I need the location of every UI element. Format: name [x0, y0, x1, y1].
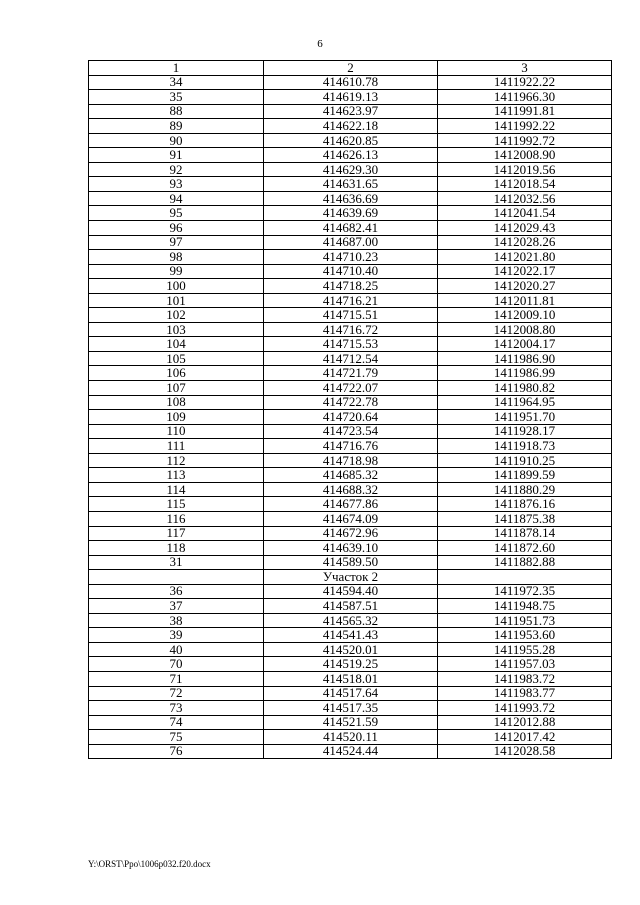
x-coordinate-cell: 414626.13 [264, 148, 438, 163]
x-coordinate-cell: Участок 2 [264, 570, 438, 585]
table-row [89, 119, 612, 134]
table-row [89, 599, 612, 614]
table-row [89, 410, 612, 425]
table-row [89, 642, 612, 657]
table-row [89, 221, 612, 236]
y-coordinate-cell: 1412017.42 [438, 730, 612, 745]
point-number-cell: 70 [89, 657, 264, 672]
y-coordinate-cell: 1412022.17 [438, 264, 612, 279]
table-row [89, 613, 612, 628]
point-number-cell: 100 [89, 279, 264, 294]
y-coordinate-cell: 1411922.22 [438, 75, 612, 90]
y-coordinate-cell: 1411880.29 [438, 482, 612, 497]
point-number-cell: 102 [89, 308, 264, 323]
point-number-cell: 94 [89, 191, 264, 206]
table-row [89, 133, 612, 148]
point-number-cell: 96 [89, 221, 264, 236]
x-coordinate-cell: 414677.86 [264, 497, 438, 512]
x-coordinate-cell: 414524.44 [264, 744, 438, 759]
table-row [89, 191, 612, 206]
table-row [89, 744, 612, 759]
x-coordinate-cell: 414517.64 [264, 686, 438, 701]
point-number-cell: 71 [89, 671, 264, 686]
x-coordinate-cell: 414716.76 [264, 439, 438, 454]
point-number-cell: 108 [89, 395, 264, 410]
x-coordinate-cell: 414619.13 [264, 90, 438, 105]
table-row [89, 337, 612, 352]
x-coordinate-cell: 414718.98 [264, 453, 438, 468]
table-row [89, 90, 612, 105]
y-coordinate-cell: 1411993.72 [438, 701, 612, 716]
x-coordinate-cell: 414687.00 [264, 235, 438, 250]
y-coordinate-cell: 1411951.73 [438, 613, 612, 628]
x-coordinate-cell: 414722.07 [264, 381, 438, 396]
table-row [89, 628, 612, 643]
table-row [89, 453, 612, 468]
x-coordinate-cell: 414623.97 [264, 104, 438, 119]
point-number-cell: 103 [89, 322, 264, 337]
x-coordinate-cell: 414710.23 [264, 250, 438, 265]
y-coordinate-cell: 1412041.54 [438, 206, 612, 221]
point-number-cell: 74 [89, 715, 264, 730]
y-coordinate-cell: 1411953.60 [438, 628, 612, 643]
y-coordinate-cell: 1412028.26 [438, 235, 612, 250]
table-row [89, 482, 612, 497]
y-coordinate-cell: 1411899.59 [438, 468, 612, 483]
x-coordinate-cell: 414639.69 [264, 206, 438, 221]
table-row [89, 686, 612, 701]
y-coordinate-cell [438, 570, 612, 585]
point-number-cell: 99 [89, 264, 264, 279]
table-row [89, 671, 612, 686]
point-number-cell: 37 [89, 599, 264, 614]
y-coordinate-cell: 1411876.16 [438, 497, 612, 512]
table-row [89, 468, 612, 483]
y-coordinate-cell: 1411964.95 [438, 395, 612, 410]
point-number-cell: 109 [89, 410, 264, 425]
table-row [89, 511, 612, 526]
point-number-cell: 98 [89, 250, 264, 265]
y-coordinate-cell: 1411948.75 [438, 599, 612, 614]
x-coordinate-cell: 414688.32 [264, 482, 438, 497]
x-coordinate-cell: 414721.79 [264, 366, 438, 381]
x-coordinate-cell: 414565.32 [264, 613, 438, 628]
y-coordinate-cell: 1412021.80 [438, 250, 612, 265]
y-coordinate-cell: 1412019.56 [438, 162, 612, 177]
y-coordinate-cell: 1411955.28 [438, 642, 612, 657]
x-coordinate-cell: 414520.01 [264, 642, 438, 657]
x-coordinate-cell: 414622.18 [264, 119, 438, 134]
point-number-cell: 39 [89, 628, 264, 643]
table-row [89, 162, 612, 177]
table-row [89, 570, 612, 585]
x-coordinate-cell: 414629.30 [264, 162, 438, 177]
table-row [89, 293, 612, 308]
table-row [89, 541, 612, 556]
point-number-cell: 72 [89, 686, 264, 701]
column-header-2: 2 [264, 61, 438, 76]
y-coordinate-cell: 1411872.60 [438, 541, 612, 556]
point-number-cell: 107 [89, 381, 264, 396]
x-coordinate-cell: 414712.54 [264, 351, 438, 366]
point-number-cell: 111 [89, 439, 264, 454]
y-coordinate-cell: 1412008.90 [438, 148, 612, 163]
x-coordinate-cell: 414520.11 [264, 730, 438, 745]
y-coordinate-cell: 1411992.72 [438, 133, 612, 148]
table-row [89, 104, 612, 119]
x-coordinate-cell: 414720.64 [264, 410, 438, 425]
x-coordinate-cell: 414715.51 [264, 308, 438, 323]
y-coordinate-cell: 1411910.25 [438, 453, 612, 468]
table-row [89, 148, 612, 163]
point-number-cell: 106 [89, 366, 264, 381]
x-coordinate-cell: 414610.78 [264, 75, 438, 90]
point-number-cell: 40 [89, 642, 264, 657]
table-row [89, 395, 612, 410]
point-number-cell: 117 [89, 526, 264, 541]
table-row [89, 322, 612, 337]
y-coordinate-cell: 1412009.10 [438, 308, 612, 323]
table-row [89, 366, 612, 381]
coordinates-table [88, 60, 612, 759]
x-coordinate-cell: 414639.10 [264, 541, 438, 556]
y-coordinate-cell: 1412018.54 [438, 177, 612, 192]
x-coordinate-cell: 414723.54 [264, 424, 438, 439]
y-coordinate-cell: 1412004.17 [438, 337, 612, 352]
table-row [89, 206, 612, 221]
y-coordinate-cell: 1411882.88 [438, 555, 612, 570]
table-row [89, 235, 612, 250]
point-number-cell: 104 [89, 337, 264, 352]
y-coordinate-cell: 1411986.99 [438, 366, 612, 381]
y-coordinate-cell: 1411918.73 [438, 439, 612, 454]
y-coordinate-cell: 1412008.80 [438, 322, 612, 337]
table-row [89, 657, 612, 672]
y-coordinate-cell: 1412011.81 [438, 293, 612, 308]
y-coordinate-cell: 1412029.43 [438, 221, 612, 236]
y-coordinate-cell: 1411980.82 [438, 381, 612, 396]
x-coordinate-cell: 414517.35 [264, 701, 438, 716]
table-row [89, 497, 612, 512]
x-coordinate-cell: 414521.59 [264, 715, 438, 730]
table-row [89, 701, 612, 716]
y-coordinate-cell: 1411878.14 [438, 526, 612, 541]
point-number-cell: 93 [89, 177, 264, 192]
point-number-cell: 92 [89, 162, 264, 177]
table-row [89, 279, 612, 294]
point-number-cell: 101 [89, 293, 264, 308]
x-coordinate-cell: 414718.25 [264, 279, 438, 294]
point-number-cell: 76 [89, 744, 264, 759]
point-number-cell: 35 [89, 90, 264, 105]
y-coordinate-cell: 1411928.17 [438, 424, 612, 439]
point-number-cell: 112 [89, 453, 264, 468]
y-coordinate-cell: 1411992.22 [438, 119, 612, 134]
x-coordinate-cell: 414715.53 [264, 337, 438, 352]
x-coordinate-cell: 414716.72 [264, 322, 438, 337]
table-body [89, 75, 612, 759]
x-coordinate-cell: 414674.09 [264, 511, 438, 526]
y-coordinate-cell: 1411957.03 [438, 657, 612, 672]
table-row [89, 308, 612, 323]
table-row [89, 526, 612, 541]
x-coordinate-cell: 414636.69 [264, 191, 438, 206]
table-row [89, 730, 612, 745]
point-number-cell: 114 [89, 482, 264, 497]
point-number-cell: 95 [89, 206, 264, 221]
y-coordinate-cell: 1411983.72 [438, 671, 612, 686]
table-row [89, 439, 612, 454]
x-coordinate-cell: 414722.78 [264, 395, 438, 410]
x-coordinate-cell: 414682.41 [264, 221, 438, 236]
x-coordinate-cell: 414518.01 [264, 671, 438, 686]
x-coordinate-cell: 414594.40 [264, 584, 438, 599]
point-number-cell: 116 [89, 511, 264, 526]
table-row [89, 351, 612, 366]
point-number-cell: 89 [89, 119, 264, 134]
point-number-cell: 34 [89, 75, 264, 90]
y-coordinate-cell: 1412020.27 [438, 279, 612, 294]
table-row [89, 250, 612, 265]
y-coordinate-cell: 1411951.70 [438, 410, 612, 425]
x-coordinate-cell: 414685.32 [264, 468, 438, 483]
point-number-cell: 75 [89, 730, 264, 745]
y-coordinate-cell: 1411972.35 [438, 584, 612, 599]
x-coordinate-cell: 414672.96 [264, 526, 438, 541]
y-coordinate-cell: 1411875.38 [438, 511, 612, 526]
x-coordinate-cell: 414631.65 [264, 177, 438, 192]
column-header-3: 3 [438, 61, 612, 76]
x-coordinate-cell: 414519.25 [264, 657, 438, 672]
x-coordinate-cell: 414620.85 [264, 133, 438, 148]
table-row [89, 75, 612, 90]
x-coordinate-cell: 414716.21 [264, 293, 438, 308]
point-number-cell: 118 [89, 541, 264, 556]
table-row [89, 264, 612, 279]
x-coordinate-cell: 414589.50 [264, 555, 438, 570]
table-row [89, 424, 612, 439]
y-coordinate-cell: 1411991.81 [438, 104, 612, 119]
point-number-cell: 90 [89, 133, 264, 148]
table-row [89, 715, 612, 730]
table-header-row [89, 61, 612, 76]
point-number-cell: 91 [89, 148, 264, 163]
point-number-cell: 110 [89, 424, 264, 439]
table-row [89, 584, 612, 599]
y-coordinate-cell: 1411983.77 [438, 686, 612, 701]
point-number-cell: 73 [89, 701, 264, 716]
table-row [89, 381, 612, 396]
x-coordinate-cell: 414710.40 [264, 264, 438, 279]
x-coordinate-cell: 414541.43 [264, 628, 438, 643]
point-number-cell: 113 [89, 468, 264, 483]
y-coordinate-cell: 1412012.88 [438, 715, 612, 730]
column-header-1: 1 [89, 61, 264, 76]
point-number-cell: 31 [89, 555, 264, 570]
y-coordinate-cell: 1411966.30 [438, 90, 612, 105]
x-coordinate-cell: 414587.51 [264, 599, 438, 614]
point-number-cell: 115 [89, 497, 264, 512]
footer-file-path: Y:\ORST\Ppo\1006p032.f20.docx [88, 859, 211, 869]
y-coordinate-cell: 1412032.56 [438, 191, 612, 206]
page-number: 6 [317, 38, 323, 50]
table-row [89, 555, 612, 570]
point-number-cell: 88 [89, 104, 264, 119]
table-row [89, 177, 612, 192]
point-number-cell: 105 [89, 351, 264, 366]
point-number-cell: 38 [89, 613, 264, 628]
y-coordinate-cell: 1411986.90 [438, 351, 612, 366]
point-number-cell [89, 570, 264, 585]
point-number-cell: 97 [89, 235, 264, 250]
y-coordinate-cell: 1412028.58 [438, 744, 612, 759]
point-number-cell: 36 [89, 584, 264, 599]
